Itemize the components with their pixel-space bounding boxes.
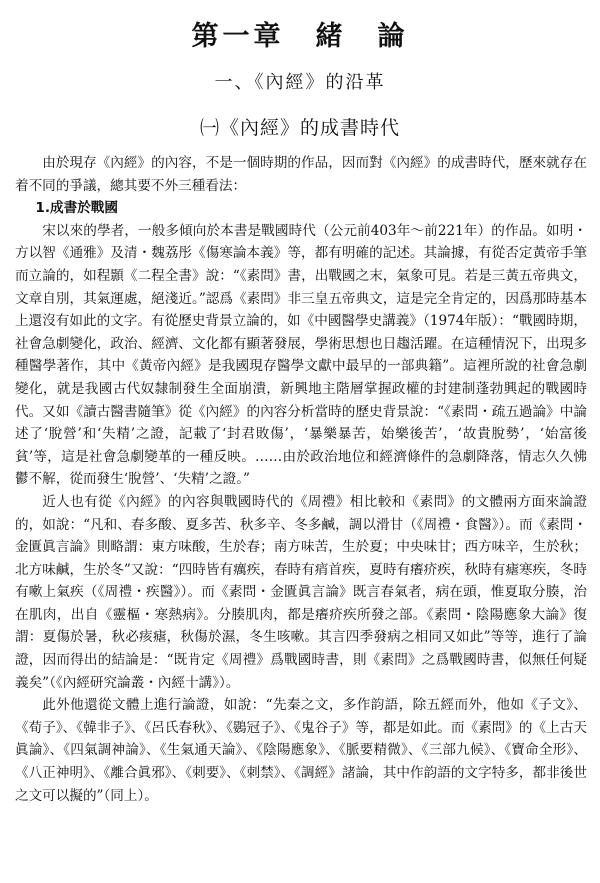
heading-warring-states: 1.成書於戰國 — [35, 200, 118, 217]
paragraph-song-scholars: 宋以來的學者，一般多傾向於本書是戰國時代（公元前403年～前221年）的作品。如明・方以智《通雅》及清・魏荔彤《傷寒論本義》等，都有明確的記述。其論據，有從否定黃帝手筆而立論的，如程顥《二程全書》說：“《素問》書，出戰國之末，氣象可見。若是三黃五帝典文，文章自別，其氣運處，絕淺近。”認爲《素問》非三皇五帝典文，這是完全肯定的，因爲那時基本上還沒有如此的文字。有從歷史背景立論的，如《中國醫學史講義》（1974年版）：“戰國時期，社會急劇變化，政治、經濟、文化都有顯著發展，學術思想也日趨活躍。在這種情況下，出現多種醫學著作，其中《黃帝內經》是我國現存醫學文獻中最早的一部典籍”。這裡所說的社會急劇變化，就是我國古代奴隸制發生全面崩潰，新興地主階層掌握政權的封建制蓬勃興起的戰國時代。又如《讀古醫書隨筆》從《內經》的內容分析當時的歷史背景說：“《素問・疏五過論》中論述了‘脫營’和‘失精’之證，記載了‘封君敗傷’，‘暴樂暴苦，始樂後苦’，‘故貴脫勢’，‘始富後貧’等，這是社會急劇變革的一種反映。……由於政治地位和經濟條件的急劇降落，情志久久怫鬱不解，從而發生‘脫營’、‘失精’之證。” — [15, 222, 587, 488]
body-text — [15, 152, 587, 807]
chapter-title: 第一章 緒 論 — [191, 21, 409, 52]
section-title: 一、《內經》的沿革 — [214, 72, 386, 93]
paragraph-intro: 由於現存《內經》的內容，不是一個時期的作品，因而對《內經》的成書時代，歷來就存在着不同的爭議，總其要不外三種看法： — [15, 155, 587, 194]
paragraph-literary-style: 此外他還從文體上進行論證，如說：“先秦之文，多作韵語，除五經而外，他如《子文》、《荀子》、《韓非子》、《呂氏春秋》、《鷃冠子》、《鬼谷子》等，都是如此。而《素問》的《上古天眞論》、《四氣調神論》、《生氣通天論》、《陰陽應象》、《脈要精微》、《三部九候》、《寶命全形》、《八正神明》、《離合眞邪》、《刺要》、《刺禁》、《調經》諸論，其中作韵語的文字特多，都非後世之文可以擬的”（同上）。 — [15, 697, 587, 804]
subsection-title: ㈠《內經》的成書時代 — [199, 117, 400, 139]
paragraph-modern-comparison: 近人也有從《內經》的內容與戰國時代的《周禮》相比較和《素問》的文體兩方面來論證的，如說：“凡和、春多酸、夏多苦、秋多辛、冬多鹹，調以滑甘（《周禮・食醫》）。而《素問・金匱眞言論》則略謂：東方味酸，生於春；南方味苦，生於夏；中央味甘；西方味辛，生於秋；北方味鹹，生於冬”又說：“四時皆有癘疾，春時有痟首疾，夏時有癢疥疾，秋時有瘧寒疾，冬時有嗽上氣疾（《周禮・疾醫》）。而《素問・金匱眞言論》既言春氣者，病在頭，惟夏取分腠，治在肌肉，出自《靈樞・寒熱病》。分腠肌肉，都是癢疥疾所發之部。《素問・陰陽應象大論》復謂：夏傷於暑，秋必痎瘧，秋傷於濕，冬生咳嗽。其言四季發病之相同又如此”等等，進行了論證，因而得出的結論是：“既肯定《周禮》爲戰國時書，則《素問》之爲戰國時書，似無任何疑義矣”（《內經研究論叢・內經十講》）。 — [15, 493, 587, 691]
